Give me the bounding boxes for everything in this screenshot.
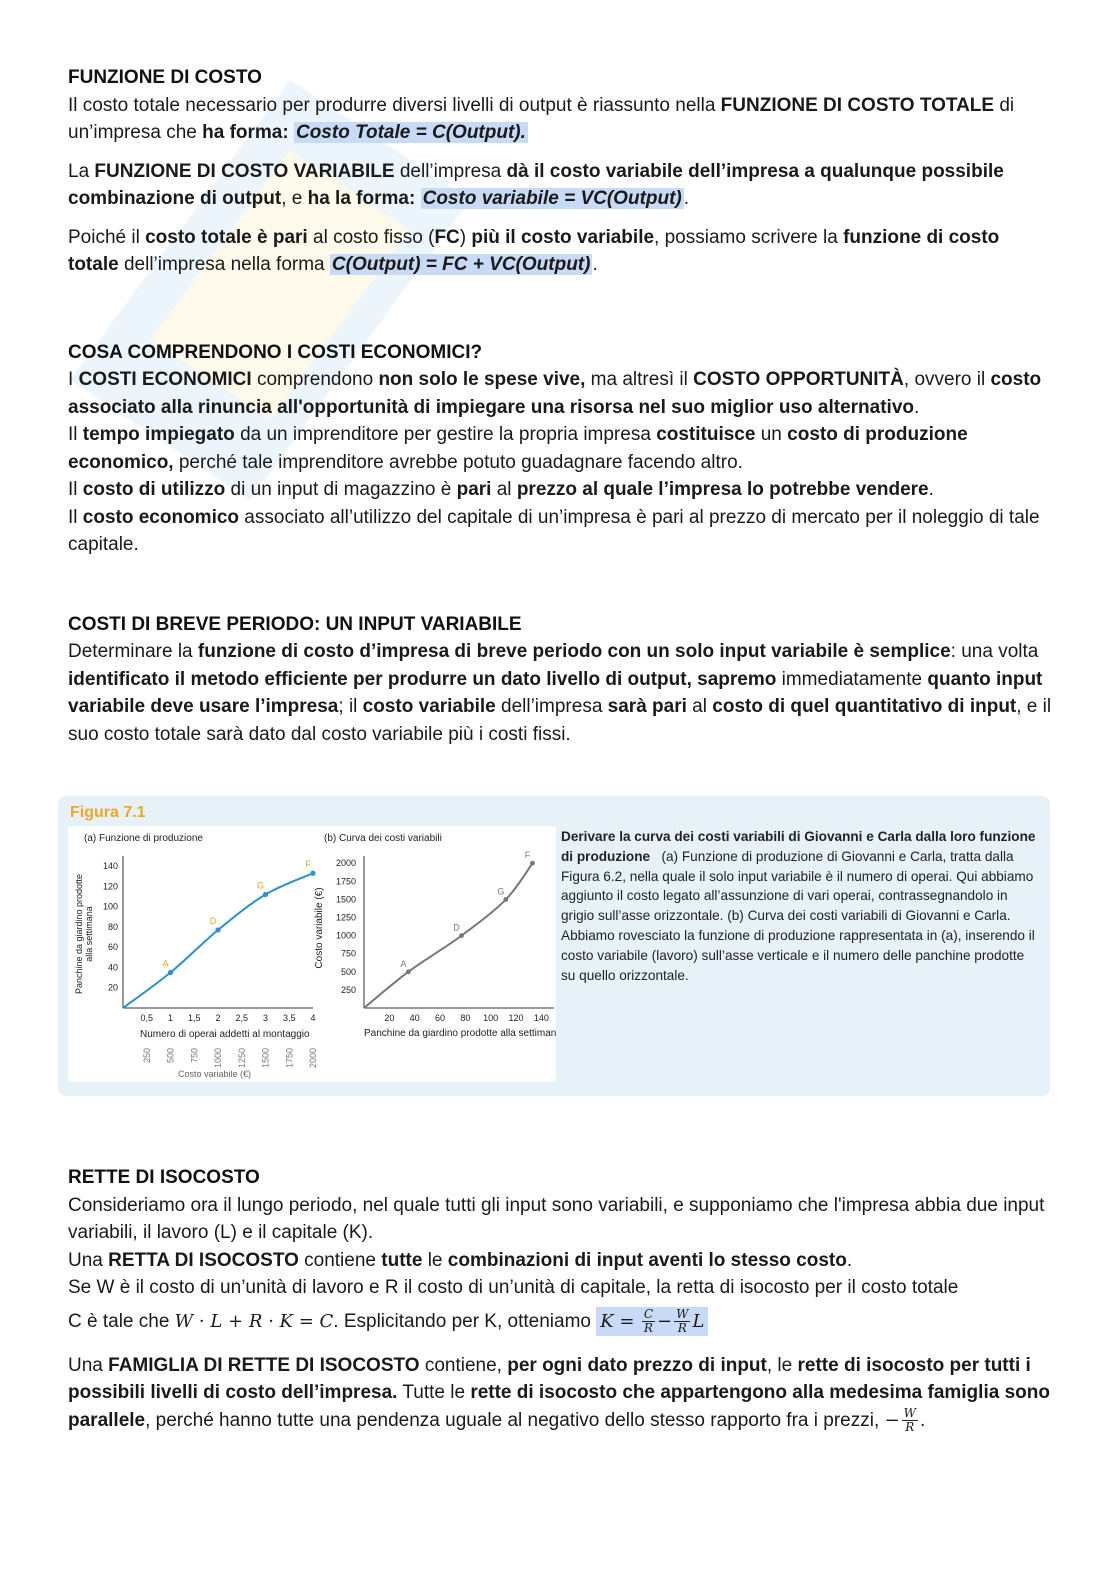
chart-a-xlabel: Numero di operai addetti al montaggio <box>140 1029 310 1040</box>
chart-a-point-label: F <box>305 859 311 870</box>
chart-a-ytick-label: 80 <box>107 921 118 932</box>
paragraph: Poiché il costo totale è pari al costo fisso (FC) più il costo variabile, possiamo scrivere la funzione di costo totale dell’impresa nella forma C(Output) = FC + VC(Output) . <box>68 226 1000 275</box>
figure-label: Figura 7.1 <box>70 804 146 821</box>
chart-b-point-label: F <box>524 850 531 861</box>
chart-a-point-label: G <box>256 880 265 891</box>
section-title: COSA COMPRENDONO I COSTI ECONOMICI? <box>68 341 483 363</box>
chart-a-ytick-label: 100 <box>102 901 118 912</box>
chart-a-ylabel-line2: alla settimana <box>84 906 94 962</box>
chart-b-point <box>503 897 508 902</box>
chart-a-ylabel-line1: Panchine da giardino prodotte <box>74 873 84 995</box>
fraction-w-r: $\frac{W}{R}$ <box>676 1306 689 1335</box>
chart-a-ytick-label: 120 <box>102 881 118 892</box>
chart-a-point <box>168 970 173 975</box>
figure-7-1 <box>58 796 1050 1096</box>
paragraph: C è tale che W · L + R · K = C. Esplicitando per K, otteniamo K = $\frac{C}{R}$ − $\frac{W}{R}$ L <box>68 1302 1052 1342</box>
chart-a-title: (a) Funzione di produzione <box>84 833 203 844</box>
chart-b-ytick-label: 1750 <box>335 876 356 887</box>
document-page <box>68 64 1052 748</box>
chart-a-ytick-label: 40 <box>107 962 118 973</box>
chart-b-ytick-label: 2000 <box>335 858 356 869</box>
section-title: RETTE DI ISOCOSTO <box>68 1167 260 1188</box>
chart-b-ytick-label: 500 <box>340 966 356 977</box>
chart-a-cost-tick-label: 1000 <box>213 1048 223 1069</box>
section-title: COSTI DI BREVE PERIODO: UN INPUT VARIABILE <box>68 613 522 635</box>
chart-b-ytick-label: 1500 <box>335 894 356 905</box>
chart-a-xtick-label: 2 <box>215 1013 221 1023</box>
chart-a-cost-tick-label: 1750 <box>284 1048 295 1069</box>
chart-a-cost-tick-label: 1250 <box>236 1048 247 1069</box>
chart-b-xtick-label: 120 <box>508 1013 524 1023</box>
chart-a-point-label: D <box>209 915 217 926</box>
chart-a-cost-tick-label: 250 <box>141 1048 152 1064</box>
equation-k: K = $\frac{C}{R}$ − $\frac{W}{R}$ L <box>596 1307 708 1336</box>
chart-a-xtick-label: 3,5 <box>282 1013 296 1023</box>
chart-b-ylabel: Costo variabile (€) <box>314 887 325 969</box>
chart-b-xtick-label: 60 <box>434 1013 446 1023</box>
chart-a-point <box>310 871 315 876</box>
chart-a-xtick-label: 1,5 <box>187 1013 201 1023</box>
chart-b-series-line <box>364 863 532 1008</box>
chart-b-ytick-label: 1250 <box>335 912 356 923</box>
chart-a-xtick-label: 3 <box>262 1013 269 1023</box>
paragraph: Determinare la funzione di costo d’impresa di breve periodo con un solo input variabile è semplice: una volta identificato il metodo efficiente per produrre un dato livello di output, sapremo immediatamente quanto input variabile deve usare l’impresa; il costo variabile dell’impresa sarà pari al costo di quel quantitativo di input, e il suo costo totale sarà dato dal costo variabile più i costi fissi. <box>68 641 1052 745</box>
chart-b-xtick-label: 100 <box>483 1013 499 1023</box>
chart-b-xlabel: Panchine da giardino prodotte alla settimana <box>364 1028 556 1039</box>
paragraph: Una RETTA DI ISOCOSTO contiene tutte le combinazioni di input aventi lo stesso costo. <box>68 1249 853 1271</box>
chart-b-xtick-label: 20 <box>384 1013 395 1023</box>
paragraph: Il costo di utilizzo di un input di magazzino è pari al prezzo al quale l’impresa lo potrebbe vendere. <box>68 479 934 500</box>
paragraph: Consideriamo ora il lungo periodo, nel quale tutti gli input sono variabili, e supponiamo che l'impresa abbia due input variabili, il lavoro (L) e il capitale (K). <box>68 1194 1045 1243</box>
paragraph: I COSTI ECONOMICI comprendono non solo le spese vive, ma altresì il COSTO OPPORTUNITÀ, ovvero il costo associato alla rinuncia all'opportunità di impiegare una risorsa nel suo miglior uso alternativo. <box>68 369 1042 418</box>
equation-isocost: W · L + R · K = C <box>174 1310 334 1332</box>
fraction-w-r: $\frac{W}{R}$ <box>903 1405 916 1434</box>
chart-a-ytick-label: 20 <box>107 982 118 993</box>
paragraph: Il costo economico associato all’utilizzo del capitale di un’impresa è pari al prezzo di mercato per il noleggio di tale capitale. <box>68 506 1040 555</box>
chart-a-cost-tick-label: 500 <box>165 1048 176 1064</box>
section-costi-economici <box>68 339 1052 559</box>
section-rette-isocosto <box>68 1164 1052 1434</box>
paragraph: Una FAMIGLIA DI RETTE DI ISOCOSTO contiene, per ogni dato prezzo di input, le rette di isocosto per tutti i possibili livelli di costo dell’impresa. Tutte le rette di isocosto che appartengono alla medesima famiglia sono parallele, perché hanno tutte una pendenza uguale al negativo dello stesso rapporto fra i prezzi, − $\frac{W}{R}$ . <box>68 1354 1050 1434</box>
chart-b-title: (b) Curva dei costi variabili <box>324 833 442 844</box>
chart-b-point-label: D <box>453 922 460 933</box>
chart-a-point <box>263 892 268 897</box>
chart-b-point-label: G <box>497 886 505 897</box>
chart-a-xtick-label: 0,5 <box>140 1013 154 1023</box>
chart-a-point-label: A <box>162 958 169 969</box>
chart-b-xtick-label: 80 <box>460 1013 471 1023</box>
chart-a-ytick-label: 140 <box>102 861 118 872</box>
section-funzione-di-costo <box>68 64 1052 279</box>
paragraph: La FUNZIONE DI COSTO VARIABILE dell’impresa dà il costo variabile dell’impresa a qualunque possibile combinazione di output, e ha la forma: Costo variabile = VC(Output) . <box>68 160 1004 209</box>
figure-caption: Derivare la curva dei costi variabili di Giovanni e Carla dalla loro funzione di produzione (a) Funzione di produzione di Giovanni e Carla, tratta dalla Figura 6.2, nella quale il solo input variabile è il numero di operai. Qui abbiamo aggiunto il costo legato all’assunzione di vari operai, contrassegnandolo in grigio sull’asse orizzontale. (b) Curva dei costi variabili di Giovanni e Carla. Abbiamo rovesciato la funzione di produzione rappresentata in (a), inserendo il costo variabile (lavoro) sull’asse verticale e il numero delle panchine prodotte su quello orizzontale. <box>561 829 1036 983</box>
chart-b-point <box>459 933 464 938</box>
chart-a-xtick-label: 1 <box>167 1013 174 1023</box>
paragraph: Il tempo impiegato da un imprenditore per gestire la propria impresa costituisce un costo di produzione economico, perché tale imprenditore avrebbe potuto guadagnare facendo altro. <box>68 424 968 473</box>
chart-a-series-line <box>123 873 313 1008</box>
fraction-c-r: $\frac{C}{R}$ <box>643 1306 653 1335</box>
section-costi-breve-periodo <box>68 611 1052 749</box>
chart-a-point <box>215 927 220 932</box>
paragraph: Il costo totale necessario per produrre diversi livelli di output è riassunto nella FUNZIONE DI COSTO TOTALE di un’impresa che ha forma: Costo Totale = C(Output). <box>68 94 1015 143</box>
charts-svg <box>68 826 556 1082</box>
section-title: FUNZIONE DI COSTO <box>68 67 262 88</box>
chart-a-secondary-xlabel: Costo variabile (€) <box>178 1069 252 1079</box>
chart-a-cost-tick-label: 1500 <box>260 1048 271 1069</box>
chart-a-cost-tick-label: 2000 <box>308 1048 318 1069</box>
chart-b-ytick-label: 250 <box>340 984 356 995</box>
chart-b-xtick-label: 140 <box>533 1013 549 1023</box>
chart-b-point <box>530 861 535 866</box>
figure-charts <box>68 826 556 1082</box>
chart-a-xtick-label: 4 <box>310 1013 316 1023</box>
chart-b-point-label: A <box>400 958 407 969</box>
chart-b-ytick-label: 750 <box>340 948 356 959</box>
chart-b-xtick-label: 40 <box>409 1013 420 1023</box>
chart-a-ytick-label: 60 <box>107 942 118 953</box>
chart-b-ytick-label: 1000 <box>335 930 356 941</box>
chart-a-xtick-label: 2,5 <box>235 1013 249 1023</box>
chart-b-point <box>406 969 411 974</box>
chart-a-cost-tick-label: 750 <box>189 1048 200 1064</box>
paragraph: Se W è il costo di un’unità di lavoro e R il costo di un’unità di capitale, la retta di isocosto per il costo totale <box>68 1277 959 1298</box>
